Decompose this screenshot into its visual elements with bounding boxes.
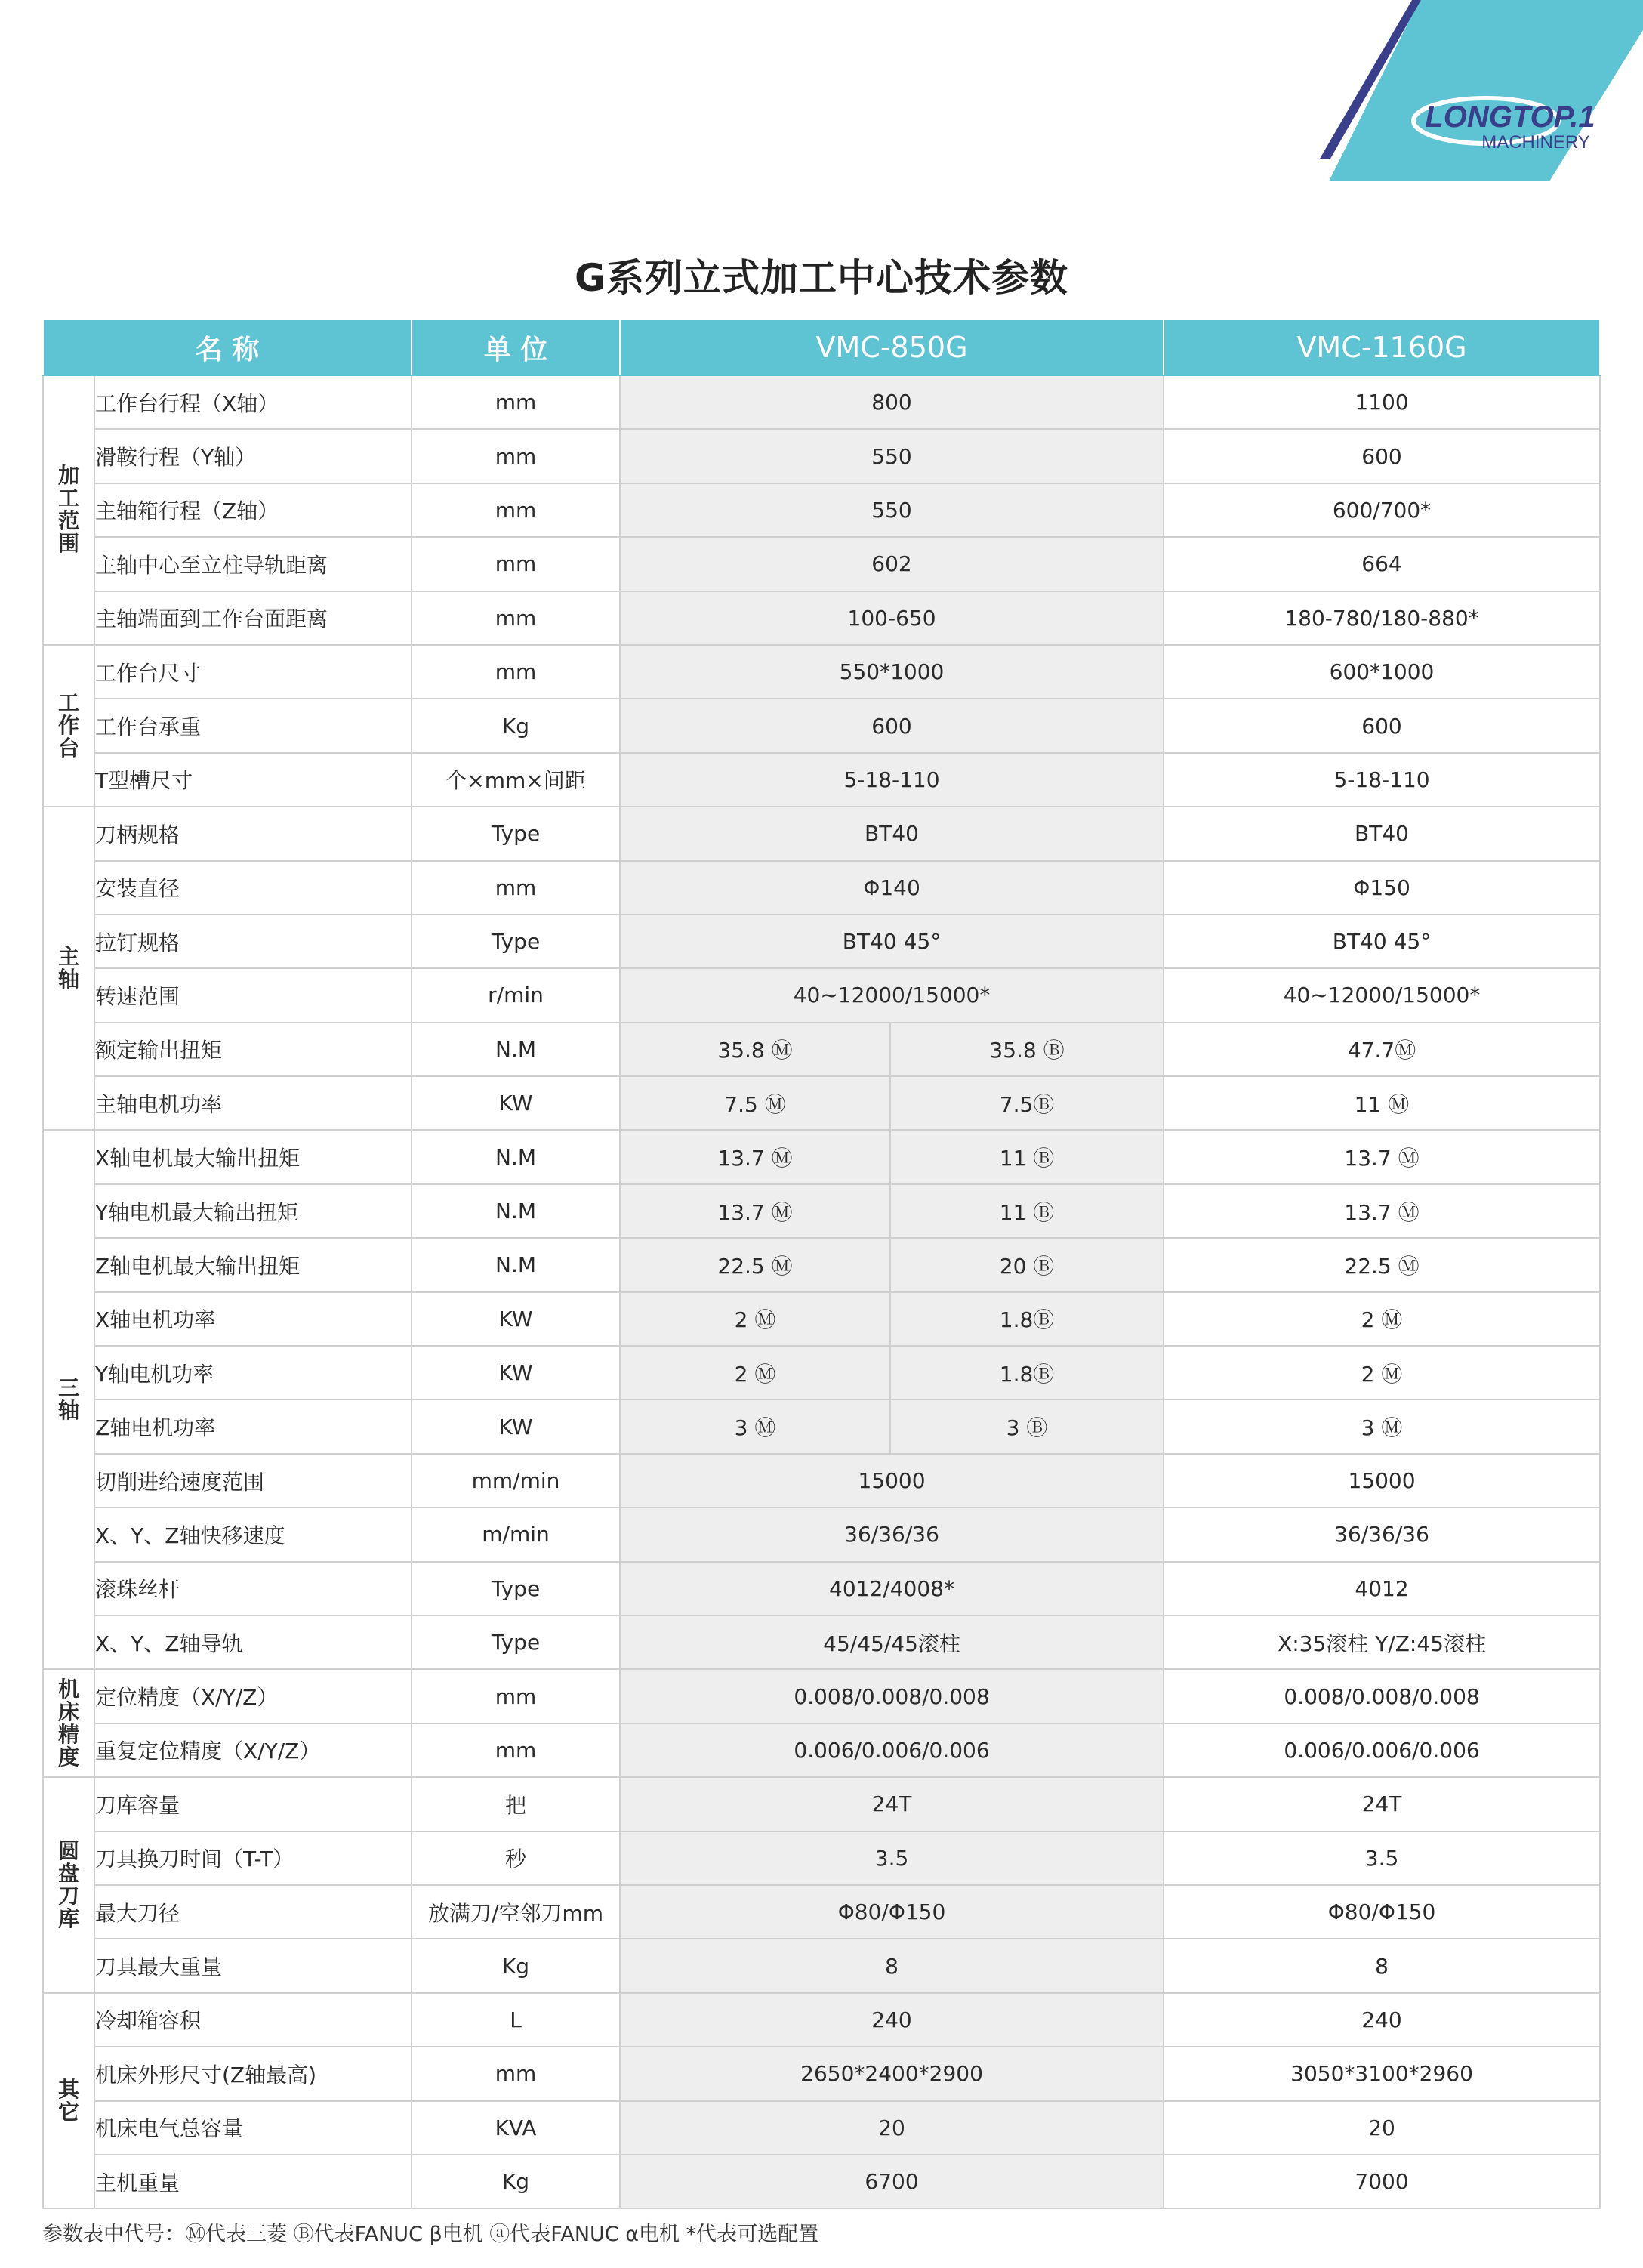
group-label <box>43 1130 94 1669</box>
vmc850g-value-fanuc-beta: 35.8 Ⓑ <box>890 1023 1164 1076</box>
param-unit: KVA <box>412 2101 620 2155</box>
vmc850g-value-mitsubishi: 22.5 Ⓜ <box>620 1238 890 1291</box>
vmc1160g-value: 2 Ⓜ <box>1164 1346 1600 1399</box>
table-row <box>43 699 1600 752</box>
vmc1160g-value: BT40 <box>1164 807 1600 860</box>
vmc850g-value: 0.008/0.008/0.008 <box>620 1669 1164 1723</box>
param-unit: mm <box>412 861 620 915</box>
param-name: 主轴电机功率 <box>94 1076 412 1130</box>
param-unit: Kg <box>412 1939 620 1992</box>
param-unit: mm <box>412 375 620 429</box>
table-row <box>43 2155 1600 2208</box>
param-name: X轴电机最大输出扭矩 <box>94 1130 412 1183</box>
vmc850g-value: Φ140 <box>620 861 1164 915</box>
vmc850g-value: 8 <box>620 1939 1164 1992</box>
table-row <box>43 429 1600 483</box>
vmc850g-value: Φ80/Φ150 <box>620 1885 1164 1939</box>
vmc1160g-value: 4012 <box>1164 1562 1600 1615</box>
table-row <box>43 1238 1600 1291</box>
table-row <box>43 1076 1600 1130</box>
header-unit: 单 位 <box>412 319 620 375</box>
group-label <box>43 807 94 1130</box>
vmc850g-value-fanuc-beta: 1.8Ⓑ <box>890 1292 1164 1346</box>
param-name: 主轴端面到工作台面距离 <box>94 591 412 645</box>
param-name: 安装直径 <box>94 861 412 915</box>
param-name: 定位精度（X/Y/Z） <box>94 1669 412 1723</box>
param-name: 滑鞍行程（Y轴） <box>94 429 412 483</box>
vmc850g-value: 550*1000 <box>620 645 1164 699</box>
param-unit: KW <box>412 1292 620 1346</box>
param-name: 滚珠丝杆 <box>94 1562 412 1615</box>
vmc850g-value: BT40 <box>620 807 1164 860</box>
param-name: 切削进给速度范围 <box>94 1454 412 1507</box>
vmc1160g-value: 600 <box>1164 429 1600 483</box>
vmc850g-value: 2650*2400*2900 <box>620 2047 1164 2100</box>
vmc1160g-value: 0.006/0.006/0.006 <box>1164 1723 1600 1777</box>
param-unit: N.M <box>412 1023 620 1076</box>
vmc850g-value: 550 <box>620 429 1164 483</box>
vmc850g-value: 36/36/36 <box>620 1507 1164 1561</box>
table-row <box>43 1939 1600 1992</box>
group-label-text: 加工范围 <box>57 463 79 557</box>
table-header-row <box>43 319 1600 375</box>
vmc850g-value: 45/45/45滚柱 <box>620 1615 1164 1669</box>
vmc1160g-value: 36/36/36 <box>1164 1507 1600 1561</box>
vmc1160g-value: 600 <box>1164 699 1600 752</box>
header-model-vmc1160g: VMC-1160G <box>1164 319 1600 375</box>
vmc850g-value: 550 <box>620 483 1164 537</box>
table-row <box>43 2047 1600 2100</box>
param-name: 最大刀径 <box>94 1885 412 1939</box>
param-unit: Kg <box>412 699 620 752</box>
table-row <box>43 1777 1600 1831</box>
table-row <box>43 1184 1600 1238</box>
vmc850g-value: 100-650 <box>620 591 1164 645</box>
table-row <box>43 1130 1600 1183</box>
param-unit: Type <box>412 1615 620 1669</box>
vmc1160g-value: 240 <box>1164 1993 1600 2047</box>
vmc850g-value: 0.006/0.006/0.006 <box>620 1723 1164 1777</box>
param-unit: mm <box>412 429 620 483</box>
param-unit: r/min <box>412 968 620 1022</box>
vmc1160g-value: 3 Ⓜ <box>1164 1399 1600 1453</box>
table-row <box>43 861 1600 915</box>
header-name: 名 称 <box>43 319 412 375</box>
table-row <box>43 915 1600 968</box>
vmc1160g-value: 22.5 Ⓜ <box>1164 1238 1600 1291</box>
param-unit: N.M <box>412 1130 620 1183</box>
table-row <box>43 1562 1600 1615</box>
vmc1160g-value: X:35滚柱 Y/Z:45滚柱 <box>1164 1615 1600 1669</box>
param-name: Z轴电机最大输出扭矩 <box>94 1238 412 1291</box>
spec-table <box>42 319 1601 2209</box>
vmc850g-value-mitsubishi: 13.7 Ⓜ <box>620 1130 890 1183</box>
group-label-text: 工作台 <box>57 690 79 761</box>
vmc850g-value-fanuc-beta: 11 Ⓑ <box>890 1184 1164 1238</box>
group-label <box>43 1993 94 2209</box>
param-name: 刀具最大重量 <box>94 1939 412 1992</box>
param-name: 机床外形尺寸(Z轴最高) <box>94 2047 412 2100</box>
table-row <box>43 1885 1600 1939</box>
vmc1160g-value: 7000 <box>1164 2155 1600 2208</box>
param-unit: 把 <box>412 1777 620 1831</box>
vmc1160g-value: 11 Ⓜ <box>1164 1076 1600 1130</box>
vmc850g-value: 240 <box>620 1993 1164 2047</box>
vmc850g-value-fanuc-beta: 3 Ⓑ <box>890 1399 1164 1453</box>
param-name: 额定输出扭矩 <box>94 1023 412 1076</box>
vmc1160g-value: 3050*3100*2960 <box>1164 2047 1600 2100</box>
vmc850g-value: 6700 <box>620 2155 1164 2208</box>
vmc850g-value: 600 <box>620 699 1164 752</box>
param-name: 刀库容量 <box>94 1777 412 1831</box>
table-row <box>43 375 1600 429</box>
table-row <box>43 1454 1600 1507</box>
vmc850g-value: 800 <box>620 375 1164 429</box>
vmc850g-value: 5-18-110 <box>620 753 1164 807</box>
param-unit: KW <box>412 1399 620 1453</box>
vmc850g-value-mitsubishi: 3 Ⓜ <box>620 1399 890 1453</box>
param-unit: m/min <box>412 1507 620 1561</box>
vmc850g-value-fanuc-beta: 7.5Ⓑ <box>890 1076 1164 1130</box>
table-row <box>43 1507 1600 1561</box>
param-name: 工作台尺寸 <box>94 645 412 699</box>
param-unit: Type <box>412 915 620 968</box>
param-unit: 秒 <box>412 1831 620 1885</box>
table-row <box>43 1292 1600 1346</box>
param-name: 刀具换刀时间（T-T） <box>94 1831 412 1885</box>
param-unit: mm <box>412 1669 620 1723</box>
param-unit: Type <box>412 807 620 860</box>
param-name: X、Y、Z轴快移速度 <box>94 1507 412 1561</box>
param-name: 拉钉规格 <box>94 915 412 968</box>
param-name: X轴电机功率 <box>94 1292 412 1346</box>
vmc1160g-value: 3.5 <box>1164 1831 1600 1885</box>
param-name: 重复定位精度（X/Y/Z） <box>94 1723 412 1777</box>
logo-teal-band <box>1329 0 1643 181</box>
param-unit: mm <box>412 537 620 591</box>
vmc1160g-value: 600*1000 <box>1164 645 1600 699</box>
vmc1160g-value: BT40 45° <box>1164 915 1600 968</box>
table-row <box>43 537 1600 591</box>
vmc1160g-value: 180-780/180-880* <box>1164 591 1600 645</box>
param-name: 刀柄规格 <box>94 807 412 860</box>
vmc850g-value: BT40 45° <box>620 915 1164 968</box>
table-row <box>43 483 1600 537</box>
vmc850g-value-mitsubishi: 2 Ⓜ <box>620 1346 890 1399</box>
vmc1160g-value: 0.008/0.008/0.008 <box>1164 1669 1600 1723</box>
vmc850g-value-fanuc-beta: 11 Ⓑ <box>890 1130 1164 1183</box>
param-unit: 放满刀/空邻刀mm <box>412 1885 620 1939</box>
table-row <box>43 1023 1600 1076</box>
vmc1160g-value: Φ80/Φ150 <box>1164 1885 1600 1939</box>
param-unit: N.M <box>412 1184 620 1238</box>
vmc850g-value: 15000 <box>620 1454 1164 1507</box>
vmc850g-value: 3.5 <box>620 1831 1164 1885</box>
vmc1160g-value: 15000 <box>1164 1454 1600 1507</box>
param-name: X、Y、Z轴导轨 <box>94 1615 412 1669</box>
vmc1160g-value: 1100 <box>1164 375 1600 429</box>
vmc850g-value-mitsubishi: 7.5 Ⓜ <box>620 1076 890 1130</box>
vmc1160g-value: 13.7 Ⓜ <box>1164 1184 1600 1238</box>
vmc1160g-value: 24T <box>1164 1777 1600 1831</box>
table-row <box>43 1831 1600 1885</box>
param-name: 工作台行程（X轴） <box>94 375 412 429</box>
param-unit: mm <box>412 1723 620 1777</box>
param-name: Y轴电机最大输出扭矩 <box>94 1184 412 1238</box>
group-label <box>43 375 94 645</box>
table-row <box>43 1346 1600 1399</box>
logo-word: LONGTOP.1 <box>1425 100 1595 134</box>
vmc1160g-value: 13.7 Ⓜ <box>1164 1130 1600 1183</box>
page-title: G系列立式加工中心技术参数 <box>574 256 1069 300</box>
param-unit: mm <box>412 591 620 645</box>
param-name: 冷却箱容积 <box>94 1993 412 2047</box>
param-unit: mm <box>412 2047 620 2100</box>
group-label <box>43 1669 94 1777</box>
param-name: Y轴电机功率 <box>94 1346 412 1399</box>
table-row <box>43 1723 1600 1777</box>
footnote: 参数表中代号：Ⓜ代表三菱 Ⓑ代表FANUC β电机 ⓐ代表FANUC α电机 *代表可选配置 <box>42 2223 819 2246</box>
table-row <box>43 591 1600 645</box>
param-name: 主轴箱行程（Z轴） <box>94 483 412 537</box>
group-label <box>43 1777 94 1993</box>
vmc850g-value: 4012/4008* <box>620 1562 1164 1615</box>
vmc850g-value: 40~12000/15000* <box>620 968 1164 1022</box>
table-row <box>43 2101 1600 2155</box>
vmc1160g-value: 47.7Ⓜ <box>1164 1023 1600 1076</box>
param-unit: Kg <box>412 2155 620 2208</box>
param-unit: mm/min <box>412 1454 620 1507</box>
vmc850g-value-mitsubishi: 35.8 Ⓜ <box>620 1023 890 1076</box>
vmc1160g-value: 664 <box>1164 537 1600 591</box>
group-label-text: 机床精度 <box>57 1676 79 1770</box>
param-name: 主轴中心至立柱导轨距离 <box>94 537 412 591</box>
param-unit: mm <box>412 645 620 699</box>
param-name: 机床电气总容量 <box>94 2101 412 2155</box>
vmc1160g-value: 8 <box>1164 1939 1600 1992</box>
table-row <box>43 968 1600 1022</box>
param-unit: Type <box>412 1562 620 1615</box>
vmc850g-value-mitsubishi: 2 Ⓜ <box>620 1292 890 1346</box>
param-name: Z轴电机功率 <box>94 1399 412 1453</box>
vmc1160g-value: 40~12000/15000* <box>1164 968 1600 1022</box>
param-unit: mm <box>412 483 620 537</box>
vmc1160g-value: Φ150 <box>1164 861 1600 915</box>
param-name: 工作台承重 <box>94 699 412 752</box>
vmc850g-value-fanuc-beta: 20 Ⓑ <box>890 1238 1164 1291</box>
group-label-text: 圆盘刀库 <box>57 1838 79 1931</box>
param-unit: L <box>412 1993 620 2047</box>
logo-sub: MACHINERY <box>1481 132 1590 153</box>
vmc850g-value: 602 <box>620 537 1164 591</box>
brand-logo <box>1284 0 1643 189</box>
vmc850g-value: 20 <box>620 2101 1164 2155</box>
vmc1160g-value: 2 Ⓜ <box>1164 1292 1600 1346</box>
vmc1160g-value: 20 <box>1164 2101 1600 2155</box>
group-label-text: 三轴 <box>57 1375 79 1424</box>
param-name: 主机重量 <box>94 2155 412 2208</box>
param-name: 转速范围 <box>94 968 412 1022</box>
vmc1160g-value: 600/700* <box>1164 483 1600 537</box>
table-row <box>43 1615 1600 1669</box>
param-unit: KW <box>412 1346 620 1399</box>
table-row <box>43 1399 1600 1453</box>
vmc850g-value-mitsubishi: 13.7 Ⓜ <box>620 1184 890 1238</box>
param-unit: KW <box>412 1076 620 1130</box>
param-name: T型槽尺寸 <box>94 753 412 807</box>
header-model-vmc850g: VMC-850G <box>620 319 1164 375</box>
table-row <box>43 645 1600 699</box>
vmc850g-value: 24T <box>620 1777 1164 1831</box>
table-row <box>43 1669 1600 1723</box>
vmc850g-value-fanuc-beta: 1.8Ⓑ <box>890 1346 1164 1399</box>
param-unit: 个×mm×间距 <box>412 753 620 807</box>
table-row <box>43 1993 1600 2047</box>
group-label-text: 其它 <box>57 2076 79 2125</box>
group-label <box>43 645 94 807</box>
param-unit: N.M <box>412 1238 620 1291</box>
table-row <box>43 807 1600 860</box>
table-row <box>43 753 1600 807</box>
vmc1160g-value: 5-18-110 <box>1164 753 1600 807</box>
group-label-text: 主轴 <box>57 944 79 992</box>
